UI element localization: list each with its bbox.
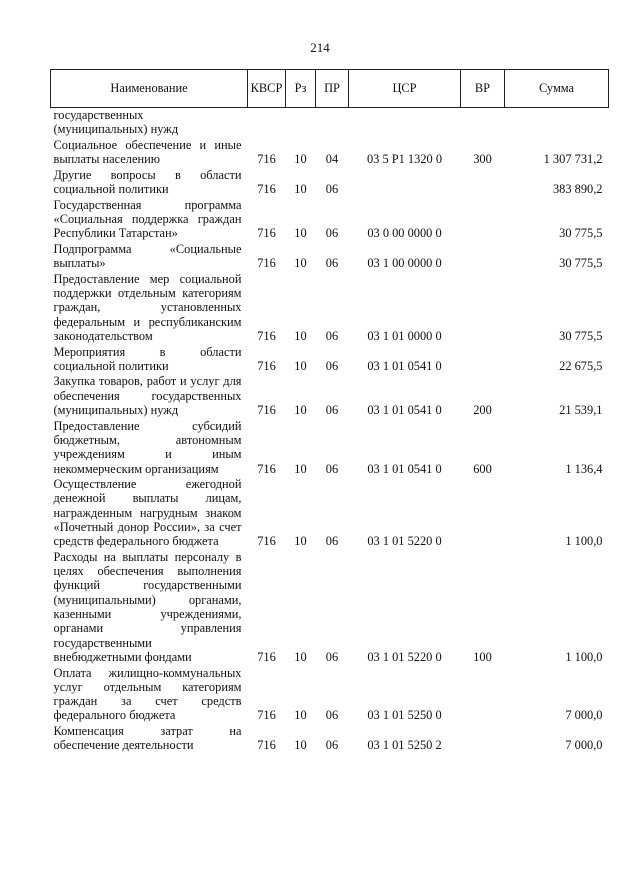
table-row <box>51 374 609 418</box>
cell-vr: 600 <box>473 461 492 476</box>
cell-vr <box>461 108 505 138</box>
cell-vr <box>461 345 505 375</box>
cell-vr <box>461 198 505 242</box>
cell-vr <box>461 272 505 345</box>
cell-vr: 200 <box>473 403 492 418</box>
cell-csr: 03 0 00 0000 0 <box>367 226 442 241</box>
budget-table <box>50 69 609 754</box>
cell-rz: 10 <box>294 152 307 167</box>
table-row <box>51 272 609 345</box>
cell-pr: 06 <box>325 182 339 197</box>
cell-rz: 10 <box>294 708 307 723</box>
cell-rz: 10 <box>294 226 307 241</box>
cell-sum: 1 100,0 <box>565 649 603 664</box>
cell-kvsr: 716 <box>257 226 276 241</box>
cell-csr: 03 1 01 0541 0 <box>367 403 442 418</box>
cell-name: государственных (муниципальных) нужд <box>53 108 179 137</box>
cell-kvsr: 716 <box>257 461 276 476</box>
cell-kvsr: 716 <box>257 182 276 197</box>
cell-pr: 06 <box>325 328 339 343</box>
header-name: Наименование <box>51 70 248 108</box>
cell-kvsr: 716 <box>257 649 276 664</box>
cell-pr: 06 <box>325 226 339 241</box>
table-row <box>51 724 609 754</box>
header-csr: ЦСР <box>349 70 461 108</box>
cell-csr: 03 5 Р1 1320 0 <box>366 152 443 167</box>
cell-sum: 30 775,5 <box>559 226 603 241</box>
header-sum: Сумма <box>505 70 609 108</box>
cell-pr: 06 <box>325 708 339 723</box>
cell-name: Компенсация затрат на обеспечение деятельности <box>53 724 242 753</box>
cell-csr <box>349 168 461 198</box>
cell-rz <box>286 108 316 138</box>
table-row <box>51 419 609 477</box>
table-row <box>51 345 609 375</box>
cell-vr <box>461 477 505 550</box>
cell-sum: 1 100,0 <box>565 534 603 549</box>
header-vr: ВР <box>461 70 505 108</box>
cell-pr: 06 <box>325 461 339 476</box>
cell-sum: 21 539,1 <box>559 403 603 418</box>
cell-name: Государственная программа «Социальная поддержка граждан Республики Татарстан» <box>53 197 242 241</box>
cell-kvsr: 716 <box>257 708 276 723</box>
cell-pr: 04 <box>325 152 339 167</box>
cell-name: Подпрограмма «Социальные выплаты» <box>53 241 242 271</box>
cell-name: Осуществление ежегодной денежной выплаты лицам, награжденным нагрудным знаком «Почетный донор России», за счет средств федерального бюджета <box>53 477 242 549</box>
cell-csr: 03 1 01 5220 0 <box>367 649 442 664</box>
cell-csr: 03 1 01 0541 0 <box>367 461 442 476</box>
cell-rz: 10 <box>294 358 307 373</box>
cell-pr <box>316 108 349 138</box>
cell-sum: 30 775,5 <box>559 256 603 271</box>
cell-vr <box>461 724 505 754</box>
cell-sum: 1 136,4 <box>565 461 603 476</box>
cell-csr <box>349 108 461 138</box>
cell-name: Предоставление субсидий бюджетным, автономным учреждениям и иным некоммерческим организациям <box>53 418 242 476</box>
cell-pr: 06 <box>325 534 339 549</box>
cell-sum: 1 307 731,2 <box>543 152 603 167</box>
cell-csr: 03 1 00 0000 0 <box>367 256 442 271</box>
cell-vr: 100 <box>473 649 492 664</box>
cell-kvsr: 716 <box>257 328 276 343</box>
cell-kvsr: 716 <box>257 403 276 418</box>
cell-pr: 06 <box>325 256 339 271</box>
cell-kvsr: 716 <box>257 738 276 753</box>
table-row <box>51 666 609 724</box>
cell-sum: 30 775,5 <box>559 328 603 343</box>
cell-rz: 10 <box>294 738 307 753</box>
cell-kvsr <box>248 108 286 138</box>
table-row <box>51 168 609 198</box>
cell-kvsr: 716 <box>257 256 276 271</box>
cell-pr: 06 <box>325 403 339 418</box>
cell-name: Предоставление мер социальной поддержки отдельным категориям граждан, установленных федеральным и республиканским законодательством <box>53 271 242 343</box>
cell-vr <box>461 666 505 724</box>
cell-sum: 383 890,2 <box>552 182 603 197</box>
cell-csr: 03 1 01 5250 2 <box>367 738 442 753</box>
table-row <box>51 550 609 666</box>
header-pr: ПР <box>316 70 349 108</box>
cell-name: Социальное обеспечение и иные выплаты населению <box>53 137 242 167</box>
cell-kvsr: 716 <box>257 152 276 167</box>
cell-sum: 22 675,5 <box>559 358 603 373</box>
cell-pr: 06 <box>325 649 339 664</box>
cell-name: Расходы на выплаты персоналу в целях обеспечения выполнения функций государственными (муниципальными) органами, казенными учреждениями, органами управления государственными внебюджетными фондами <box>53 549 242 664</box>
cell-sum: 7 000,0 <box>565 708 603 723</box>
cell-kvsr: 716 <box>257 358 276 373</box>
cell-vr <box>461 168 505 198</box>
table-body <box>51 108 609 754</box>
cell-rz: 10 <box>294 328 307 343</box>
cell-kvsr: 716 <box>257 534 276 549</box>
cell-pr: 06 <box>325 358 339 373</box>
cell-sum <box>505 108 609 138</box>
cell-csr: 03 1 01 0541 0 <box>367 358 442 373</box>
cell-rz: 10 <box>294 403 307 418</box>
cell-csr: 03 1 01 0000 0 <box>367 328 442 343</box>
table-row <box>51 108 609 138</box>
cell-name: Другие вопросы в области социальной политики <box>53 167 242 197</box>
cell-name: Мероприятия в области социальной политики <box>53 344 242 373</box>
cell-name: Оплата жилищно-коммунальных услуг отдельным категориям граждан за счет средств федерального бюджета <box>53 665 242 723</box>
page-number: 214 <box>310 40 330 55</box>
cell-pr: 06 <box>325 738 339 753</box>
table-row <box>51 477 609 550</box>
header-kvsr: КВСР <box>248 70 286 108</box>
table-row <box>51 198 609 242</box>
cell-vr: 300 <box>473 152 492 167</box>
cell-name: Закупка товаров, работ и услуг для обеспечения государственных (муниципальных) нужд <box>53 374 242 418</box>
cell-csr: 03 1 01 5250 0 <box>367 708 442 723</box>
cell-rz: 10 <box>294 256 307 271</box>
cell-rz: 10 <box>294 534 307 549</box>
cell-csr: 03 1 01 5220 0 <box>367 534 442 549</box>
cell-rz: 10 <box>294 182 307 197</box>
table-header-row <box>51 70 609 108</box>
header-rz: Рз <box>286 70 316 108</box>
table-row <box>51 242 609 272</box>
cell-sum: 7 000,0 <box>565 738 603 753</box>
cell-rz: 10 <box>294 649 307 664</box>
table-row <box>51 138 609 168</box>
cell-rz: 10 <box>294 461 307 476</box>
cell-vr <box>461 242 505 272</box>
